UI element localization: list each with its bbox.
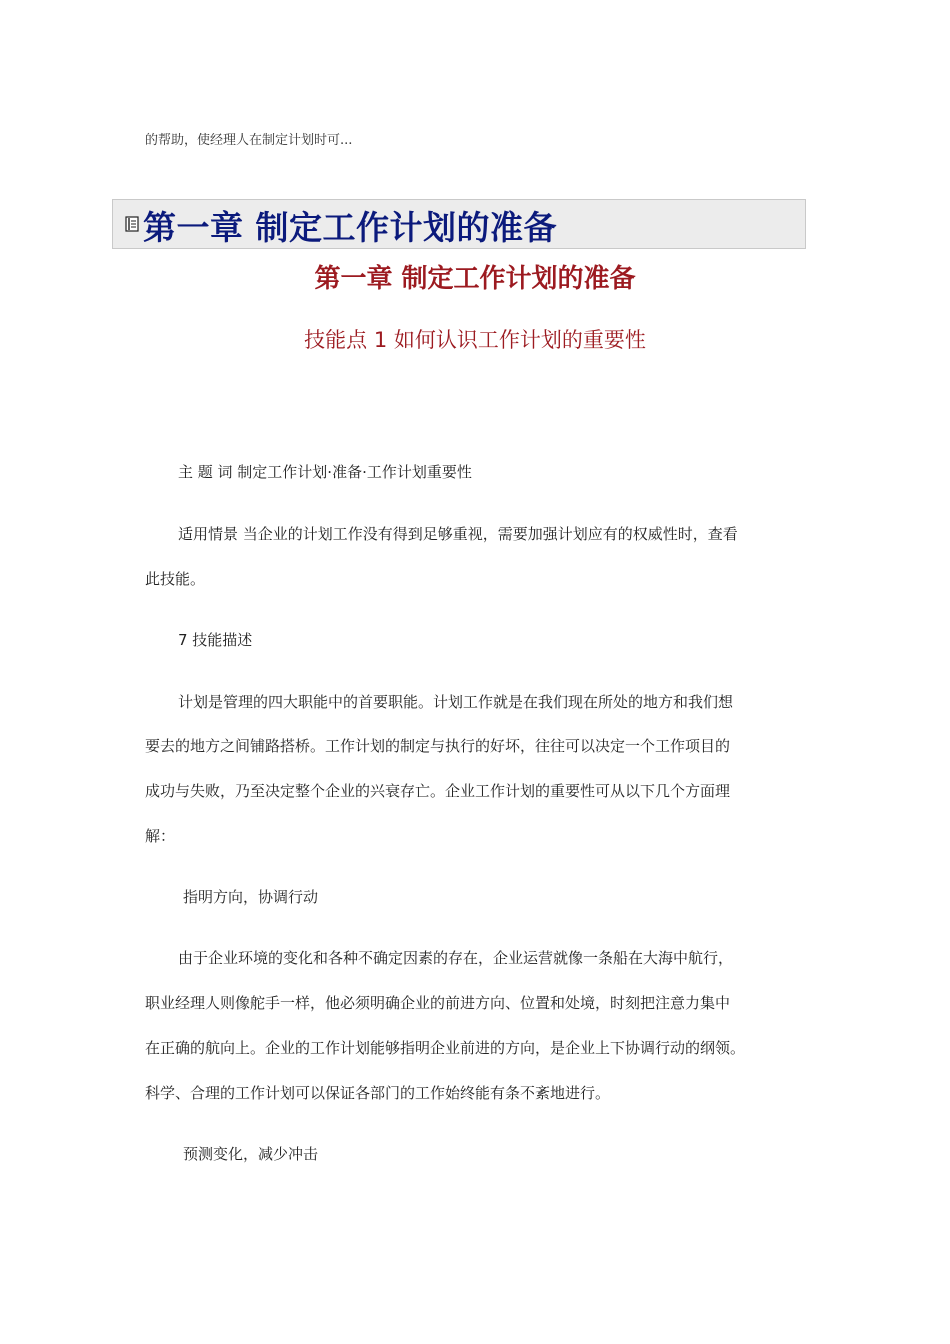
skill-description-label: 7 技能描述 bbox=[178, 631, 253, 649]
chapter-heading: 第一章 制定工作计划的准备 bbox=[314, 264, 636, 294]
para1-line-1: 计划是管理的四大职能中的首要职能。计划工作就是在我们现在所处的地方和我们想 bbox=[178, 693, 734, 711]
skill-heading: 技能点 1 如何认识工作计划的重要性 bbox=[304, 328, 646, 352]
subheading-direction: 指明方向，协调行动 bbox=[183, 888, 319, 906]
para2-line-4: 科学、合理的工作计划可以保证各部门的工作始终能有条不紊地进行。 bbox=[145, 1084, 611, 1102]
para2-line-1: 由于企业环境的变化和各种不确定因素的存在，企业运营就像一条船在大海中航行， bbox=[178, 949, 734, 967]
intro-snippet: 的帮助，使经理人在制定计划时可... bbox=[145, 133, 353, 148]
para1-line-4: 解： bbox=[145, 827, 176, 845]
chapter-box-title: 第一章 制定工作计划的准备 bbox=[143, 208, 557, 247]
subheading-forecast: 预测变化，减少冲击 bbox=[183, 1145, 319, 1163]
scenario-line-2: 此技能。 bbox=[145, 570, 206, 588]
document-icon bbox=[125, 216, 139, 232]
keywords-line: 主 题 词 制定工作计划·准备·工作计划重要性 bbox=[178, 463, 472, 481]
para2-line-3: 在正确的航向上。企业的工作计划能够指明企业前进的方向，是企业上下协调行动的纲领。 bbox=[145, 1039, 746, 1057]
para1-line-2: 要去的地方之间铺路搭桥。工作计划的制定与执行的好坏，往往可以决定一个工作项目的 bbox=[145, 737, 731, 755]
para1-line-3: 成功与失败，乃至决定整个企业的兴衰存亡。企业工作计划的重要性可从以下几个方面理 bbox=[145, 782, 731, 800]
scenario-line-1: 适用情景 当企业的计划工作没有得到足够重视，需要加强计划应有的权威性时，查看 bbox=[178, 525, 738, 543]
para2-line-2: 职业经理人则像舵手一样，他必须明确企业的前进方向、位置和处境，时刻把注意力集中 bbox=[145, 994, 731, 1012]
chapter-title-bar[interactable] bbox=[112, 199, 806, 249]
